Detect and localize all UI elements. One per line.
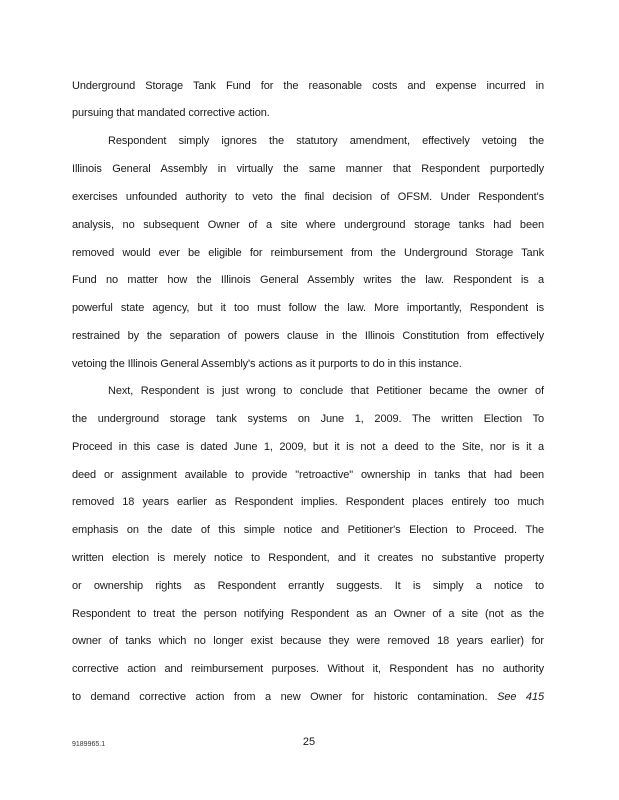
citation: See 415 <box>497 691 544 703</box>
text-line: owner of tanks which no longer exist because they were removed 18 years earlier) for <box>72 635 544 647</box>
text-line: restrained by the separation of powers clause in the Illinois Constitution from effectively <box>72 330 544 342</box>
document-id: 9189965.1 <box>72 741 106 748</box>
text-line: vetoing the Illinois General Assembly's actions as it purports to do in this instance. <box>72 358 462 370</box>
page-number: 25 <box>302 736 316 748</box>
text-line: Next, Respondent is just wrong to conclude that Petitioner became the owner of <box>108 385 544 397</box>
text-line: or ownership rights as Respondent errantly suggests. It is simply a notice to <box>72 580 544 592</box>
text-line: deed or assignment available to provide "retroactive" ownership in tanks that had been <box>72 469 544 481</box>
text-line: Respondent simply ignores the statutory amendment, effectively vetoing the <box>108 135 544 147</box>
text-line: Respondent to treat the person notifying Respondent as an Owner of a site (not as the <box>72 608 544 620</box>
text-line: Illinois General Assembly in virtually the same manner that Respondent purportedly <box>72 163 544 175</box>
text-line: analysis, no subsequent Owner of a site where underground storage tanks had been <box>72 219 544 231</box>
text-line: Proceed in this case is dated June 1, 2009, but it is not a deed to the Site, nor is it a <box>72 441 544 453</box>
text-line: removed would ever be eligible for reimbursement from the Underground Storage Tank <box>72 247 544 259</box>
text-line-with-citation <box>72 691 544 704</box>
text-line: removed 18 years earlier as Respondent implies. Respondent places entirely too much <box>72 496 544 508</box>
text-line: pursuing that mandated corrective action. <box>72 107 270 119</box>
text-line: the underground storage tank systems on June 1, 2009. The written Election To <box>72 413 544 425</box>
text-line: corrective action and reimbursement purposes. Without it, Respondent has no authority <box>72 663 544 675</box>
text-line-body: to demand corrective action from a new Owner for historic contamination. <box>72 691 488 703</box>
text-line: powerful state agency, but it too must follow the law. More importantly, Respondent is <box>72 302 544 314</box>
text-line: exercises unfounded authority to veto the final decision of OFSM. Under Respondent's <box>72 191 544 203</box>
text-line: emphasis on the date of this simple notice and Petitioner's Election to Proceed. The <box>72 524 544 536</box>
text-line: Underground Storage Tank Fund for the reasonable costs and expense incurred in <box>72 80 544 92</box>
text-line: written election is merely notice to Respondent, and it creates no substantive property <box>72 552 544 564</box>
text-line: Fund no matter how the Illinois General Assembly writes the law. Respondent is a <box>72 274 544 286</box>
